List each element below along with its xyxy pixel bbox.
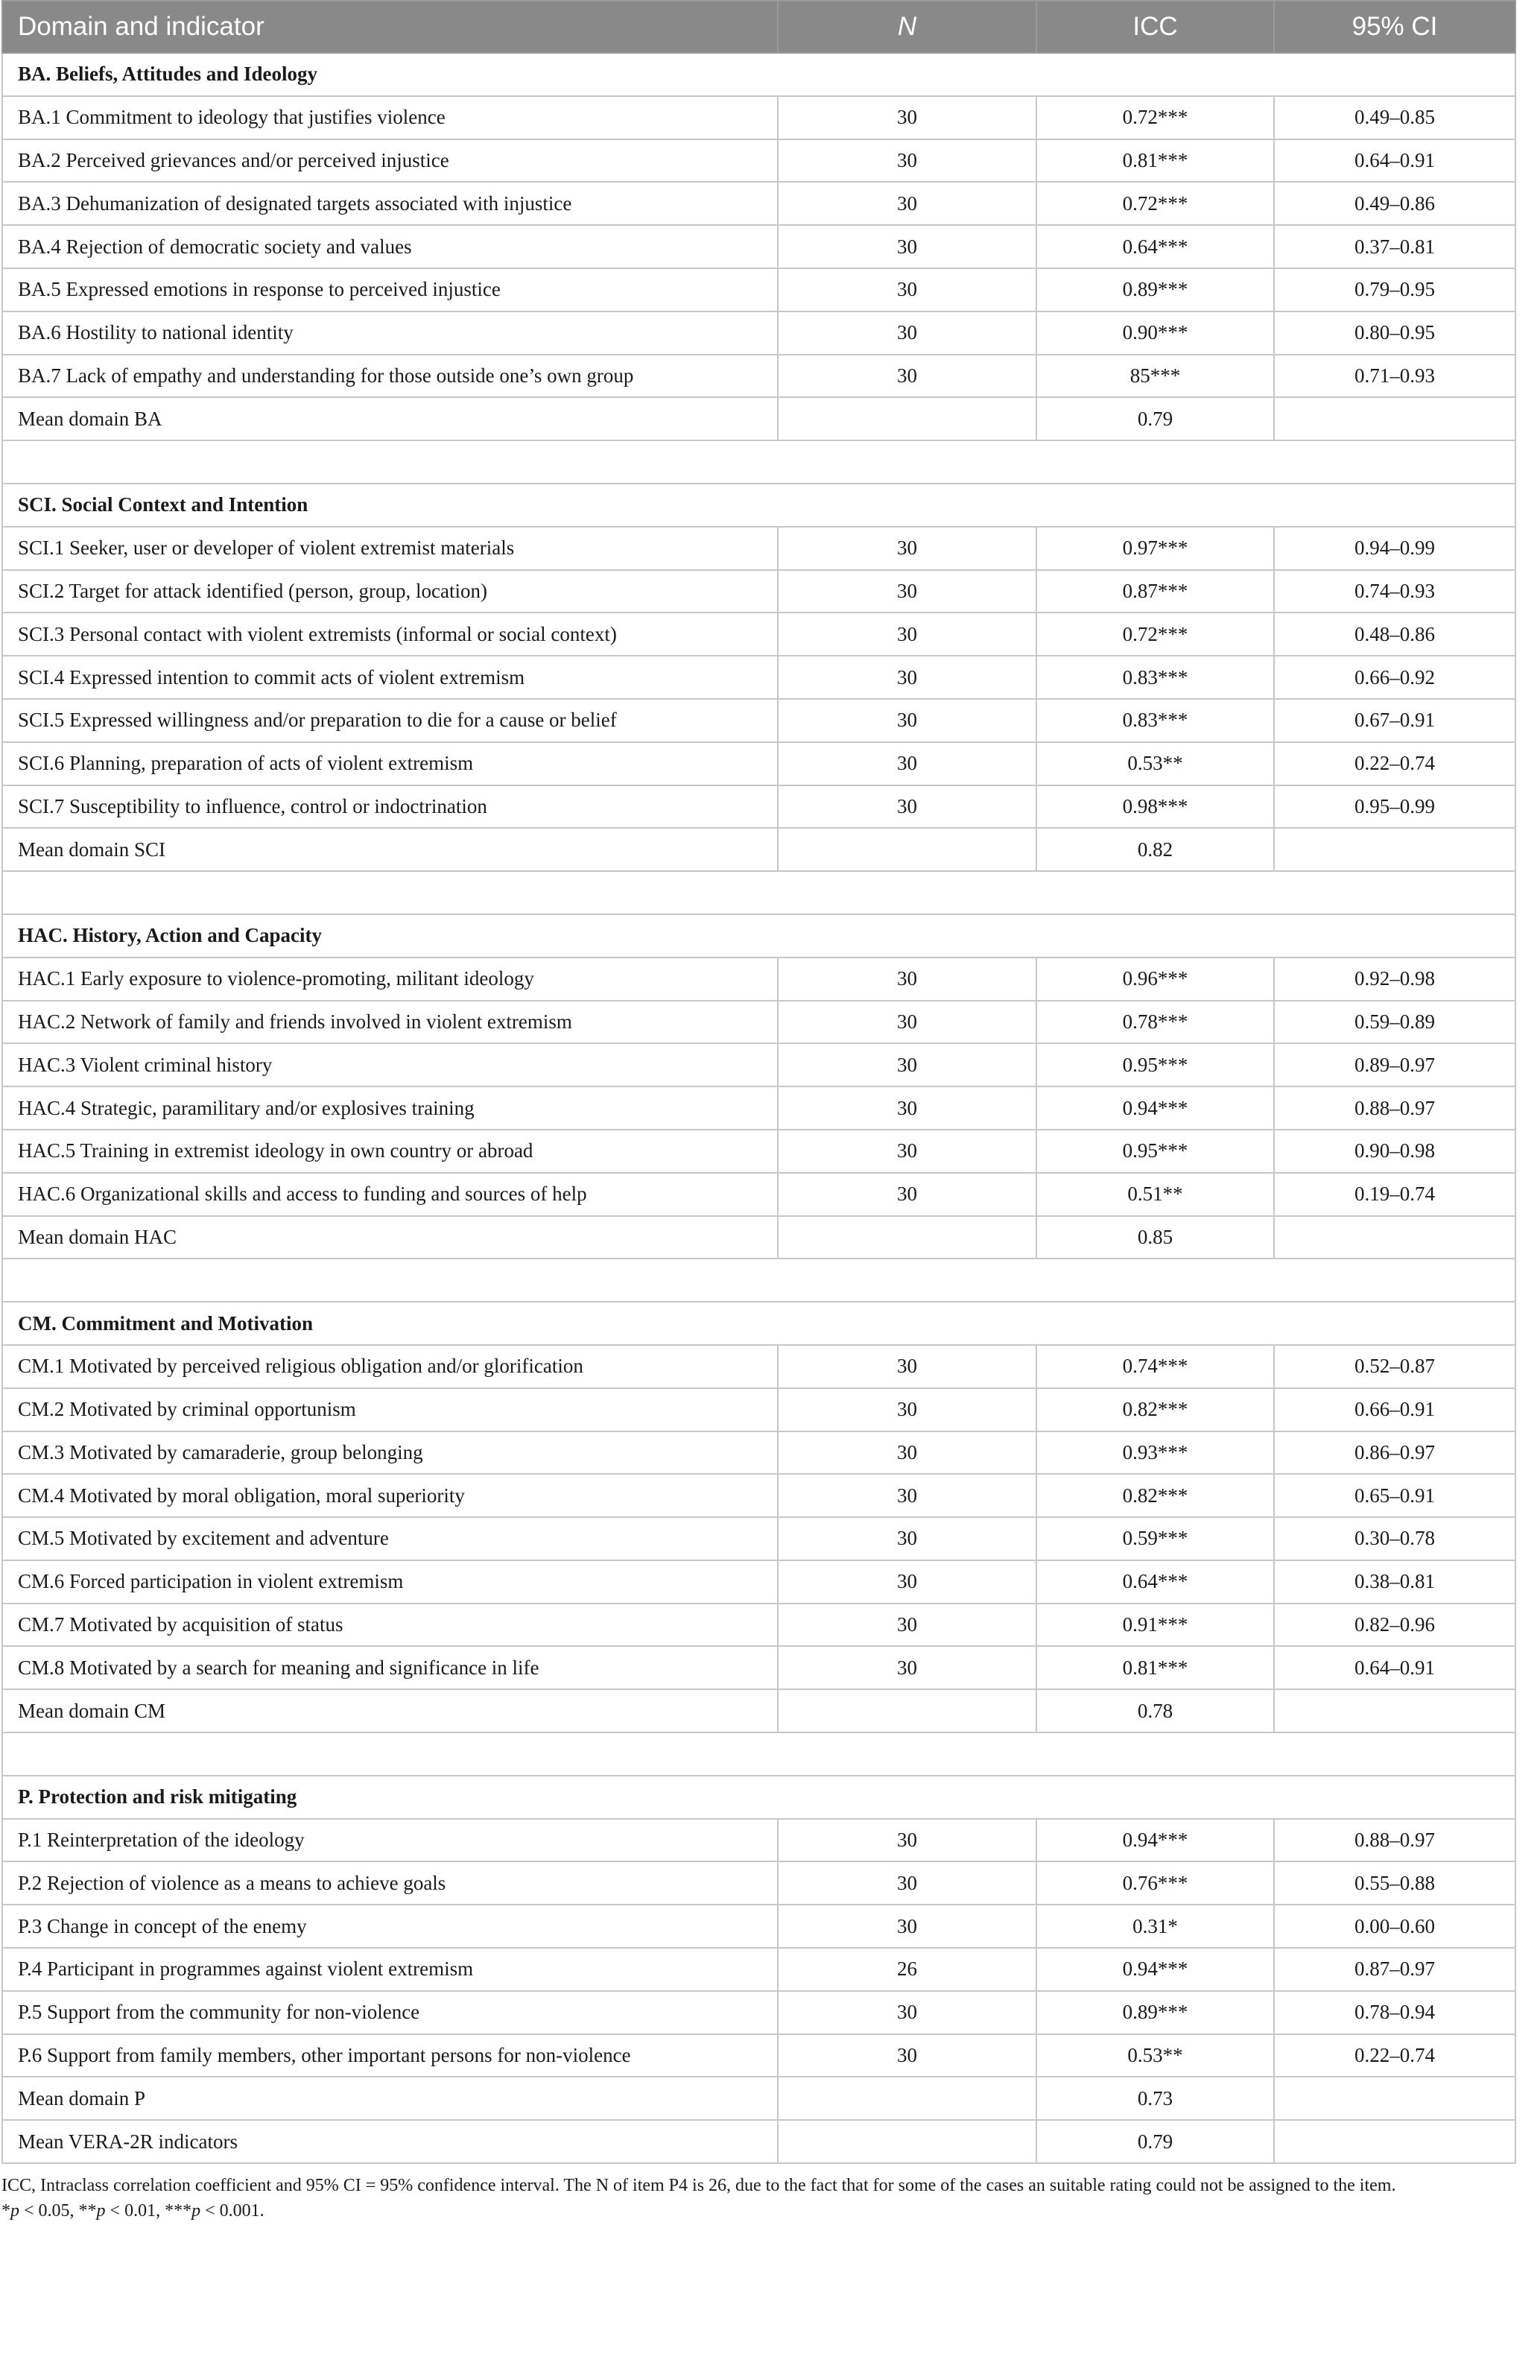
indicator-label: CM.8 Motivated by a search for meaning and significance in life <box>2 1646 778 1689</box>
icc-value: 0.93*** <box>1036 1431 1274 1475</box>
icc-value: 85*** <box>1036 355 1274 398</box>
domain-header-row <box>2 914 1515 958</box>
ci-value: 0.90–0.98 <box>1274 1130 1515 1173</box>
header-ci: 95% CI <box>1274 1 1515 53</box>
n-value: 30 <box>778 96 1036 139</box>
icc-value: 0.95*** <box>1036 1043 1274 1086</box>
mean-icc-value: 0.73 <box>1036 2077 1274 2120</box>
n-value: 30 <box>778 1560 1036 1604</box>
ci-value: 0.82–0.96 <box>1274 1604 1515 1647</box>
mean-ci-empty <box>1274 397 1515 440</box>
ci-value: 0.94–0.99 <box>1274 527 1515 570</box>
n-value: 30 <box>778 311 1036 355</box>
table-row <box>2 1130 1515 1173</box>
domain-title: SCI. Social Context and Intention <box>2 484 1515 527</box>
indicator-label: BA.2 Perceived grievances and/or perceived injustice <box>2 139 778 183</box>
domain-mean-row <box>2 397 1515 440</box>
ci-value: 0.59–0.89 <box>1274 1001 1515 1044</box>
ci-value: 0.22–0.74 <box>1274 2034 1515 2077</box>
domain-title: BA. Beliefs, Attitudes and Ideology <box>2 53 1515 96</box>
icc-value: 0.74*** <box>1036 1345 1274 1388</box>
ci-value: 0.71–0.93 <box>1274 355 1515 398</box>
overall-mean-label: Mean VERA-2R indicators <box>2 2120 778 2163</box>
indicator-label: SCI.1 Seeker, user or developer of violent extremist materials <box>2 527 778 570</box>
table-row <box>2 96 1515 139</box>
indicator-label: CM.1 Motivated by perceived religious obligation and/or glorification <box>2 1345 778 1388</box>
n-value: 30 <box>778 1388 1036 1431</box>
spacer-cell <box>2 440 1515 484</box>
domain-mean-row <box>2 1216 1515 1259</box>
ci-value: 0.66–0.92 <box>1274 656 1515 699</box>
overall-n-empty <box>778 2120 1036 2163</box>
ci-value: 0.48–0.86 <box>1274 613 1515 656</box>
icc-value: 0.81*** <box>1036 139 1274 183</box>
table-page <box>1 0 1515 2224</box>
overall-icc-value: 0.79 <box>1036 2120 1274 2163</box>
indicator-label: BA.4 Rejection of democratic society and values <box>2 225 778 268</box>
indicator-label: P.5 Support from the community for non-violence <box>2 1991 778 2034</box>
icc-value: 0.78*** <box>1036 1001 1274 1044</box>
indicator-label: SCI.3 Personal contact with violent extremists (informal or social context) <box>2 613 778 656</box>
table-footnote <box>1 2173 1515 2224</box>
ci-value: 0.79–0.95 <box>1274 268 1515 311</box>
icc-value: 0.98*** <box>1036 785 1274 829</box>
spacer-row <box>2 1732 1515 1776</box>
icc-value: 0.51** <box>1036 1173 1274 1216</box>
n-value: 30 <box>778 742 1036 785</box>
mean-ci-empty <box>1274 1216 1515 1259</box>
table-row <box>2 1948 1515 1991</box>
mean-icc-value: 0.82 <box>1036 828 1274 871</box>
n-value: 30 <box>778 1001 1036 1044</box>
spacer-row <box>2 440 1515 484</box>
table-row <box>2 1517 1515 1560</box>
icc-value: 0.53** <box>1036 742 1274 785</box>
mean-label: Mean domain SCI <box>2 828 778 871</box>
n-value: 30 <box>778 268 1036 311</box>
domain-title: CM. Commitment and Motivation <box>2 1302 1515 1345</box>
ci-value: 0.00–0.60 <box>1274 1905 1515 1948</box>
indicator-label: P.6 Support from family members, other important persons for non-violence <box>2 2034 778 2077</box>
table-row <box>2 958 1515 1001</box>
indicator-label: HAC.1 Early exposure to violence-promoting, militant ideology <box>2 958 778 1001</box>
ci-value: 0.67–0.91 <box>1274 699 1515 742</box>
table-row <box>2 1345 1515 1388</box>
icc-value: 0.53** <box>1036 2034 1274 2077</box>
indicator-label: P.3 Change in concept of the enemy <box>2 1905 778 1948</box>
domain-header-row <box>2 53 1515 96</box>
indicator-label: CM.2 Motivated by criminal opportunism <box>2 1388 778 1431</box>
ci-value: 0.80–0.95 <box>1274 311 1515 355</box>
table-header <box>2 1 1515 53</box>
icc-value: 0.97*** <box>1036 527 1274 570</box>
ci-value: 0.66–0.91 <box>1274 1388 1515 1431</box>
mean-n-empty <box>778 1216 1036 1259</box>
indicator-label: HAC.3 Violent criminal history <box>2 1043 778 1086</box>
ci-value: 0.22–0.74 <box>1274 742 1515 785</box>
table-row <box>2 1861 1515 1905</box>
table-row <box>2 656 1515 699</box>
n-value: 30 <box>778 958 1036 1001</box>
icc-value: 0.59*** <box>1036 1517 1274 1560</box>
table-row <box>2 1604 1515 1647</box>
n-value: 30 <box>778 1431 1036 1475</box>
indicator-label: BA.3 Dehumanization of designated targets associated with injustice <box>2 182 778 225</box>
ci-value: 0.89–0.97 <box>1274 1043 1515 1086</box>
n-value: 30 <box>778 570 1036 613</box>
n-value: 30 <box>778 1130 1036 1173</box>
n-value: 30 <box>778 1991 1036 2034</box>
indicator-label: SCI.7 Susceptibility to influence, control or indoctrination <box>2 785 778 829</box>
n-value: 30 <box>778 1517 1036 1560</box>
header-icc: ICC <box>1036 1 1274 53</box>
table-row <box>2 1086 1515 1130</box>
domain-header-row <box>2 1302 1515 1345</box>
table-row <box>2 225 1515 268</box>
ci-value: 0.92–0.98 <box>1274 958 1515 1001</box>
spacer-cell <box>2 871 1515 914</box>
icc-value: 0.72*** <box>1036 182 1274 225</box>
indicator-label: CM.6 Forced participation in violent extremism <box>2 1560 778 1604</box>
mean-label: Mean domain HAC <box>2 1216 778 1259</box>
icc-value: 0.64*** <box>1036 1560 1274 1604</box>
header-domain-indicator: Domain and indicator <box>2 1 778 53</box>
table-row <box>2 1646 1515 1689</box>
n-value: 26 <box>778 1948 1036 1991</box>
indicator-label: BA.5 Expressed emotions in response to perceived injustice <box>2 268 778 311</box>
ci-value: 0.74–0.93 <box>1274 570 1515 613</box>
mean-n-empty <box>778 397 1036 440</box>
n-value: 30 <box>778 225 1036 268</box>
n-value: 30 <box>778 785 1036 829</box>
ci-value: 0.95–0.99 <box>1274 785 1515 829</box>
indicator-label: P.4 Participant in programmes against violent extremism <box>2 1948 778 1991</box>
overall-ci-empty <box>1274 2120 1515 2163</box>
domain-mean-row <box>2 828 1515 871</box>
ci-value: 0.37–0.81 <box>1274 225 1515 268</box>
indicator-label: P.2 Rejection of violence as a means to achieve goals <box>2 1861 778 1905</box>
indicator-label: BA.7 Lack of empathy and understanding for those outside one’s own group <box>2 355 778 398</box>
ci-value: 0.86–0.97 <box>1274 1431 1515 1475</box>
n-value: 30 <box>778 1173 1036 1216</box>
ci-value: 0.30–0.78 <box>1274 1517 1515 1560</box>
header-row <box>2 1 1515 53</box>
mean-ci-empty <box>1274 1689 1515 1732</box>
footnote-line-2: *p < 0.05, **p < 0.01, ***p < 0.001. <box>1 2201 264 2221</box>
mean-label: Mean domain BA <box>2 397 778 440</box>
table-row <box>2 1388 1515 1431</box>
mean-n-empty <box>778 2077 1036 2120</box>
n-value: 30 <box>778 1604 1036 1647</box>
table-row <box>2 268 1515 311</box>
ci-value: 0.64–0.91 <box>1274 1646 1515 1689</box>
icc-value: 0.82*** <box>1036 1388 1274 1431</box>
footnote-line-1: ICC, Intraclass correlation coefficient and 95% CI = 95% confidence interval. The N of item P4 is 26, due to the fact that for some of the cases an suitable rating could not be assigned to the item. <box>1 2176 1396 2196</box>
ci-value: 0.88–0.97 <box>1274 1086 1515 1130</box>
ci-value: 0.38–0.81 <box>1274 1560 1515 1604</box>
ci-value: 0.52–0.87 <box>1274 1345 1515 1388</box>
indicator-label: HAC.5 Training in extremist ideology in own country or abroad <box>2 1130 778 1173</box>
icc-value: 0.89*** <box>1036 1991 1274 2034</box>
domain-header-row <box>2 484 1515 527</box>
domain-title: P. Protection and risk mitigating <box>2 1776 1515 1819</box>
ci-value: 0.78–0.94 <box>1274 1991 1515 2034</box>
icc-value: 0.83*** <box>1036 656 1274 699</box>
table-row <box>2 1474 1515 1517</box>
icc-value: 0.81*** <box>1036 1646 1274 1689</box>
indicator-label: BA.1 Commitment to ideology that justifies violence <box>2 96 778 139</box>
indicator-label: SCI.2 Target for attack identified (person, group, location) <box>2 570 778 613</box>
table-row <box>2 785 1515 829</box>
icc-value: 0.72*** <box>1036 96 1274 139</box>
icc-value: 0.64*** <box>1036 225 1274 268</box>
indicator-label: SCI.4 Expressed intention to commit acts of violent extremism <box>2 656 778 699</box>
mean-label: Mean domain CM <box>2 1689 778 1732</box>
n-value: 30 <box>778 2034 1036 2077</box>
ci-value: 0.49–0.85 <box>1274 96 1515 139</box>
table-row <box>2 570 1515 613</box>
indicator-label: CM.3 Motivated by camaraderie, group belonging <box>2 1431 778 1475</box>
table-row <box>2 1173 1515 1216</box>
indicator-label: CM.7 Motivated by acquisition of status <box>2 1604 778 1647</box>
n-value: 30 <box>778 1861 1036 1905</box>
icc-value: 0.31* <box>1036 1905 1274 1948</box>
table-row <box>2 2034 1515 2077</box>
icc-value: 0.94*** <box>1036 1948 1274 1991</box>
table-row <box>2 613 1515 656</box>
table-row <box>2 1905 1515 1948</box>
table-row <box>2 1431 1515 1475</box>
mean-label: Mean domain P <box>2 2077 778 2120</box>
n-value: 30 <box>778 527 1036 570</box>
n-value: 30 <box>778 355 1036 398</box>
icc-value: 0.90*** <box>1036 311 1274 355</box>
overall-mean-row <box>2 2120 1515 2163</box>
icc-table <box>1 0 1516 2164</box>
table-row <box>2 699 1515 742</box>
ci-value: 0.65–0.91 <box>1274 1474 1515 1517</box>
ci-value: 0.19–0.74 <box>1274 1173 1515 1216</box>
table-row <box>2 1560 1515 1604</box>
table-row <box>2 1043 1515 1086</box>
icc-value: 0.72*** <box>1036 613 1274 656</box>
mean-n-empty <box>778 828 1036 871</box>
domain-mean-row <box>2 1689 1515 1732</box>
indicator-label: HAC.2 Network of family and friends involved in violent extremism <box>2 1001 778 1044</box>
indicator-label: CM.4 Motivated by moral obligation, moral superiority <box>2 1474 778 1517</box>
n-value: 30 <box>778 1345 1036 1388</box>
n-value: 30 <box>778 1819 1036 1862</box>
ci-value: 0.49–0.86 <box>1274 182 1515 225</box>
table-row <box>2 527 1515 570</box>
table-row <box>2 1991 1515 2034</box>
n-value: 30 <box>778 699 1036 742</box>
mean-icc-value: 0.85 <box>1036 1216 1274 1259</box>
ci-value: 0.87–0.97 <box>1274 1948 1515 1991</box>
domain-mean-row <box>2 2077 1515 2120</box>
domain-title: HAC. History, Action and Capacity <box>2 914 1515 958</box>
indicator-label: HAC.6 Organizational skills and access to funding and sources of help <box>2 1173 778 1216</box>
icc-value: 0.91*** <box>1036 1604 1274 1647</box>
table-row <box>2 311 1515 355</box>
ci-value: 0.55–0.88 <box>1274 1861 1515 1905</box>
table-body <box>2 53 1515 2163</box>
mean-ci-empty <box>1274 828 1515 871</box>
indicator-label: SCI.6 Planning, preparation of acts of violent extremism <box>2 742 778 785</box>
ci-value: 0.88–0.97 <box>1274 1819 1515 1862</box>
n-value: 30 <box>778 1474 1036 1517</box>
n-value: 30 <box>778 182 1036 225</box>
icc-value: 0.83*** <box>1036 699 1274 742</box>
n-value: 30 <box>778 613 1036 656</box>
mean-n-empty <box>778 1689 1036 1732</box>
mean-icc-value: 0.78 <box>1036 1689 1274 1732</box>
ci-value: 0.64–0.91 <box>1274 139 1515 183</box>
spacer-row <box>2 1259 1515 1302</box>
indicator-label: P.1 Reinterpretation of the ideology <box>2 1819 778 1862</box>
table-row <box>2 1819 1515 1862</box>
n-value: 30 <box>778 1646 1036 1689</box>
n-value: 30 <box>778 139 1036 183</box>
spacer-cell <box>2 1732 1515 1776</box>
header-n: N <box>778 1 1036 53</box>
table-row <box>2 139 1515 183</box>
table-row <box>2 182 1515 225</box>
indicator-label: CM.5 Motivated by excitement and adventure <box>2 1517 778 1560</box>
icc-value: 0.95*** <box>1036 1130 1274 1173</box>
table-row <box>2 355 1515 398</box>
icc-value: 0.76*** <box>1036 1861 1274 1905</box>
icc-value: 0.89*** <box>1036 268 1274 311</box>
mean-icc-value: 0.79 <box>1036 397 1274 440</box>
table-row <box>2 742 1515 785</box>
icc-value: 0.96*** <box>1036 958 1274 1001</box>
indicator-label: BA.6 Hostility to national identity <box>2 311 778 355</box>
spacer-row <box>2 871 1515 914</box>
spacer-cell <box>2 1259 1515 1302</box>
icc-value: 0.82*** <box>1036 1474 1274 1517</box>
indicator-label: SCI.5 Expressed willingness and/or preparation to die for a cause or belief <box>2 699 778 742</box>
domain-header-row <box>2 1776 1515 1819</box>
indicator-label: HAC.4 Strategic, paramilitary and/or explosives training <box>2 1086 778 1130</box>
n-value: 30 <box>778 1086 1036 1130</box>
icc-value: 0.87*** <box>1036 570 1274 613</box>
icc-value: 0.94*** <box>1036 1086 1274 1130</box>
n-value: 30 <box>778 656 1036 699</box>
table-row <box>2 1001 1515 1044</box>
n-value: 30 <box>778 1043 1036 1086</box>
icc-value: 0.94*** <box>1036 1819 1274 1862</box>
n-value: 30 <box>778 1905 1036 1948</box>
mean-ci-empty <box>1274 2077 1515 2120</box>
